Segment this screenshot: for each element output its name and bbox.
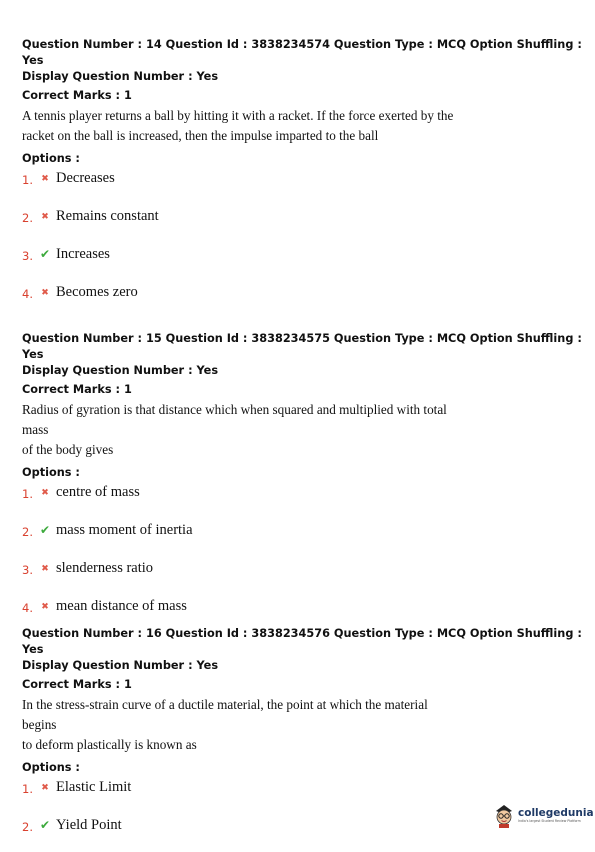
cross-icon: ✖ — [41, 487, 49, 498]
cross-icon: ✖ — [41, 782, 49, 793]
option-text: Elastic Limit — [56, 778, 132, 795]
correct-marks: Correct Marks : 1 — [22, 678, 132, 691]
option-number: 1. — [22, 173, 33, 187]
question-text — [22, 400, 462, 460]
correct-marks: Correct Marks : 1 — [22, 383, 132, 396]
logo-text — [518, 807, 594, 824]
option-item — [22, 776, 582, 798]
option-number: 3. — [22, 249, 33, 263]
brand-tagline: India's largest Student Review Platform — [518, 818, 581, 823]
option-number: 2. — [22, 820, 33, 834]
question-text-line: In the stress-strain curve of a ductile material, the point at which the material begins — [22, 697, 428, 732]
option-text: Becomes zero — [56, 283, 138, 300]
option-item — [22, 557, 582, 579]
check-icon: ✔ — [39, 818, 51, 832]
question-header: Question Number : 16 Question Id : 3838234576 Question Type : MCQ Option Shuffling : Yes — [22, 627, 582, 656]
question-block — [22, 331, 582, 633]
option-text: Decreases — [56, 169, 115, 186]
correct-marks: Correct Marks : 1 — [22, 89, 132, 102]
check-icon: ✔ — [39, 523, 51, 537]
option-item — [22, 281, 582, 303]
collegedunia-logo — [493, 800, 594, 830]
question-header: Question Number : 14 Question Id : 3838234574 Question Type : MCQ Option Shuffling : Yes — [22, 38, 582, 67]
question-text-line: of the body gives — [22, 442, 114, 457]
option-text: Increases — [56, 245, 110, 262]
question-header: Question Number : 15 Question Id : 3838234575 Question Type : MCQ Option Shuffling : Yes — [22, 332, 582, 361]
question-text-line: racket on the ball is increased, then the impulse imparted to the ball — [22, 128, 379, 143]
display-question-number: Display Question Number : Yes — [22, 70, 219, 83]
option-text: Remains constant — [56, 207, 159, 224]
option-number: 2. — [22, 211, 33, 225]
display-question-number: Display Question Number : Yes — [22, 364, 219, 377]
options-list — [22, 167, 582, 303]
option-item — [22, 595, 582, 617]
option-text: slenderness ratio — [56, 559, 154, 576]
options-list — [22, 481, 582, 617]
option-text: mass moment of inertia — [56, 521, 193, 538]
question-block — [22, 37, 582, 319]
option-text: Yield Point — [56, 816, 122, 833]
option-item — [22, 243, 582, 265]
check-icon: ✔ — [39, 247, 51, 261]
option-item — [22, 519, 582, 541]
cross-icon: ✖ — [41, 563, 49, 574]
question-text — [22, 106, 462, 146]
options-label: Options : — [22, 152, 80, 165]
option-number: 1. — [22, 487, 33, 501]
question-text-line: A tennis player returns a ball by hitting it with a racket. If the force exerted by the — [22, 108, 454, 123]
cross-icon: ✖ — [41, 173, 49, 184]
option-number: 3. — [22, 563, 33, 577]
cross-icon: ✖ — [41, 601, 49, 612]
question-text-line: to deform plastically is known as — [22, 737, 197, 752]
option-number: 4. — [22, 287, 33, 301]
cross-icon: ✖ — [41, 211, 49, 222]
option-text: mean distance of mass — [56, 597, 187, 614]
option-number: 4. — [22, 601, 33, 615]
option-number: 2. — [22, 525, 33, 539]
option-number: 1. — [22, 782, 33, 796]
question-text-line: Radius of gyration is that distance which when squared and multiplied with total mass — [22, 402, 447, 437]
cross-icon: ✖ — [41, 287, 49, 298]
question-text — [22, 695, 462, 755]
student-mascot-icon — [493, 802, 515, 828]
options-label: Options : — [22, 761, 80, 774]
option-item — [22, 167, 582, 189]
display-question-number: Display Question Number : Yes — [22, 659, 219, 672]
option-text: centre of mass — [56, 483, 140, 500]
options-label: Options : — [22, 466, 80, 479]
brand-name: collegedunia — [518, 806, 594, 819]
option-item — [22, 205, 582, 227]
option-item — [22, 481, 582, 503]
